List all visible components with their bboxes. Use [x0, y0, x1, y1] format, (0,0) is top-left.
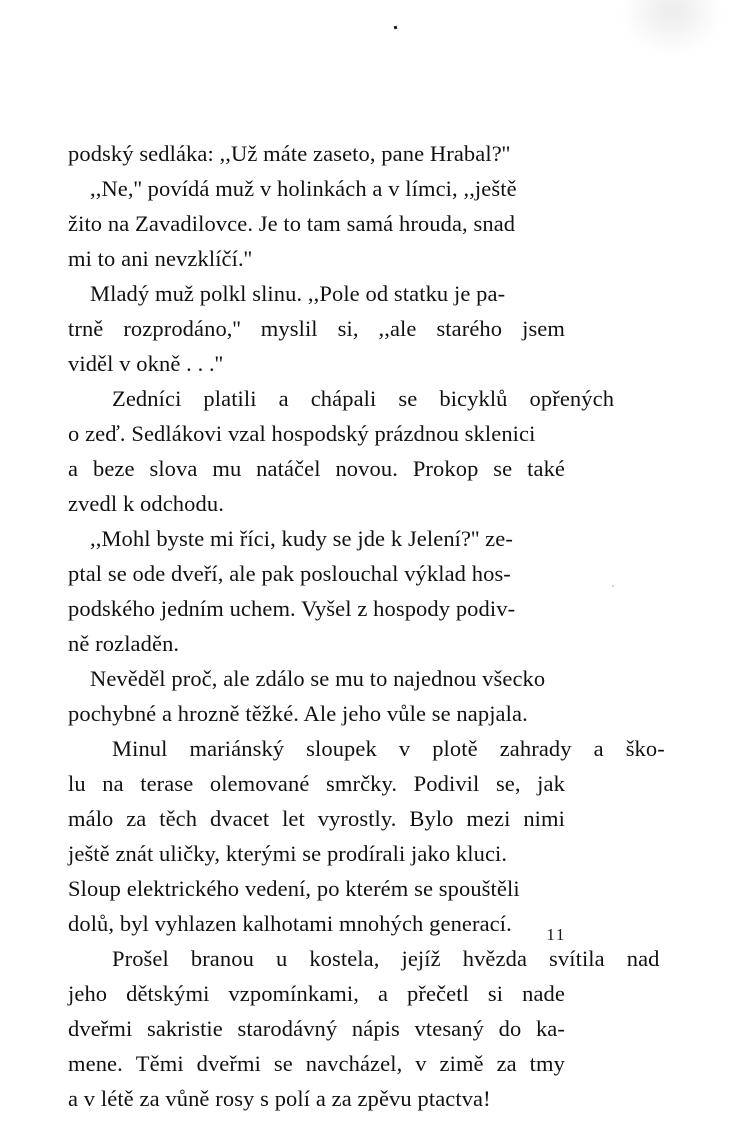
text-word: také — [527, 456, 565, 481]
text-line — [68, 801, 565, 836]
text-line: podský sedláka: ,,Už máte zaseto, pane Hrabal?'' — [68, 141, 511, 166]
paragraph — [68, 521, 565, 661]
text-word: vyrostly. — [317, 806, 397, 831]
text-word: tmy — [529, 1051, 565, 1076]
text-word: si — [487, 981, 504, 1006]
text-line: ,,Ne,'' povídá muž v holinkách a v límci, ,,ještě — [90, 176, 517, 201]
text-word: a — [593, 736, 604, 761]
text-line: mi to ani nevzklíčí.'' — [68, 246, 253, 271]
text-word: Prošel — [112, 946, 169, 971]
text-word: nad — [626, 946, 660, 971]
text-word: branou — [190, 946, 254, 971]
text-line: a v létě za vůně rosy s polí a za zpěvu ptactva! — [68, 1086, 491, 1111]
scan-shadow-artifact — [624, 0, 720, 52]
text-word: Zedníci — [112, 386, 182, 411]
text-word: nápis — [351, 1016, 400, 1041]
text-word: dveřmi — [68, 1016, 133, 1041]
text-word: jsem — [522, 316, 565, 341]
text-word: lu — [68, 771, 86, 796]
text-word: a — [278, 386, 289, 411]
text-word: jeho — [68, 981, 108, 1006]
text-word: mezi — [466, 806, 511, 831]
page-number: 11 — [546, 925, 566, 944]
text-word: Těmi — [135, 1051, 184, 1076]
text-word: u — [275, 946, 288, 971]
text-word: zahrady — [499, 736, 572, 761]
text-word: slova — [149, 456, 198, 481]
text-word: vzpomínkami, — [228, 981, 359, 1006]
text-word: mariánský — [189, 736, 285, 761]
paragraph — [68, 171, 565, 276]
body-text-block — [68, 136, 665, 1116]
text-line: pochybné a hrozně těžké. Ale jeho vůle se napjala. — [68, 701, 528, 726]
text-word: se — [493, 456, 513, 481]
text-word: jak — [537, 771, 565, 796]
text-word: rozprodáno,'' — [123, 316, 241, 341]
text-word: Prokop — [412, 456, 479, 481]
text-line — [68, 1011, 565, 1046]
text-word: smrčky. — [326, 771, 398, 796]
text-word: Podivil — [413, 771, 480, 796]
text-word: starodávný — [237, 1016, 338, 1041]
text-word: v — [415, 1051, 427, 1076]
text-word: kostela, — [309, 946, 380, 971]
text-word: sloupek — [306, 736, 377, 761]
text-word: hvězda — [462, 946, 528, 971]
text-word: opřených — [529, 386, 615, 411]
text-word: let — [282, 806, 305, 831]
text-word: svítila — [549, 946, 605, 971]
text-line: ptal se ode dveří, ale pak poslouchal výklad hos- — [68, 561, 511, 586]
text-word: starého — [436, 316, 503, 341]
text-word: nade — [522, 981, 565, 1006]
text-line — [68, 731, 665, 766]
text-word: málo — [68, 806, 114, 831]
text-word: za — [126, 806, 147, 831]
text-line — [68, 451, 565, 486]
text-word: v — [398, 736, 411, 761]
paragraph — [68, 276, 565, 381]
paragraph — [68, 136, 565, 171]
text-word: do — [498, 1016, 522, 1041]
text-word: dveřmi — [196, 1051, 261, 1076]
text-line: Sloup elektrického vedení, po kterém se spouštěli — [68, 876, 520, 901]
text-word: chápali — [310, 386, 377, 411]
text-word: novou. — [335, 456, 398, 481]
text-line — [68, 766, 565, 801]
text-line: dolů, byl vyhlazen kalhotami mnohých generací. — [68, 911, 512, 936]
text-word: myslil — [260, 316, 318, 341]
text-word: se — [273, 1051, 293, 1076]
text-word: terase — [140, 771, 194, 796]
text-word: ka- — [535, 1016, 565, 1041]
text-word: těch — [159, 806, 198, 831]
text-line: žito na Zavadilovce. Je to tam samá hrouda, snad — [68, 211, 516, 236]
text-line — [68, 941, 660, 976]
text-word: plotě — [432, 736, 478, 761]
text-line: Mladý muž polkl slinu. ,,Pole od statku je pa- — [90, 281, 506, 306]
text-line: zvedl k odchodu. — [68, 491, 224, 516]
text-word: sakristie — [146, 1016, 223, 1041]
text-line — [68, 976, 565, 1011]
text-word: přečetl — [407, 981, 469, 1006]
paragraph — [68, 381, 615, 521]
text-word: mene. — [68, 1051, 123, 1076]
text-line — [68, 381, 615, 416]
text-line: ,,Mohl byste mi říci, kudy se jde k Jelení?'' ze- — [90, 526, 513, 551]
text-line — [68, 311, 565, 346]
text-word: Bylo — [409, 806, 454, 831]
text-word: za — [496, 1051, 517, 1076]
text-line: viděl v okně . . .'' — [68, 351, 224, 376]
dust-mote-artifact — [612, 585, 614, 587]
text-word: mu — [212, 456, 242, 481]
text-line: podského jedním uchem. Vyšel z hospody podiv- — [68, 596, 516, 621]
text-line: ně rozladěn. — [68, 631, 180, 656]
text-word: navcházel, — [305, 1051, 403, 1076]
text-word: se, — [495, 771, 521, 796]
text-line: Nevěděl proč, ale zdálo se mu to najednou všecko — [90, 666, 546, 691]
paragraph — [68, 941, 660, 1116]
text-word: jejíž — [401, 946, 441, 971]
text-word: a — [377, 981, 389, 1006]
text-word: ,,ale — [378, 316, 417, 341]
text-word: platili — [203, 386, 257, 411]
ink-speck-artifact — [394, 26, 398, 30]
text-word: olemované — [209, 771, 310, 796]
text-word: zimě — [439, 1051, 484, 1076]
text-line — [68, 1046, 565, 1081]
text-word: nimi — [523, 806, 565, 831]
text-word: dvacet — [209, 806, 270, 831]
text-word: se — [398, 386, 418, 411]
text-line: o zeď. Sedlákovi vzal hospodský prázdnou sklenici — [68, 421, 536, 446]
text-word: beze — [92, 456, 135, 481]
paragraph — [68, 661, 565, 731]
text-line: ještě znát uličky, kterými se prodírali jako kluci. — [68, 841, 508, 866]
text-word: a — [68, 456, 79, 481]
text-word: si, — [337, 316, 359, 341]
text-word: bicyklů — [439, 386, 508, 411]
text-word: natáčel — [256, 456, 321, 481]
text-word: ško- — [625, 736, 665, 761]
text-word: dětskými — [126, 981, 210, 1006]
text-word: Minul — [112, 736, 168, 761]
text-word: trně — [68, 316, 104, 341]
paragraph — [68, 731, 665, 941]
text-word: na — [102, 771, 124, 796]
text-word: vtesaný — [414, 1016, 484, 1041]
